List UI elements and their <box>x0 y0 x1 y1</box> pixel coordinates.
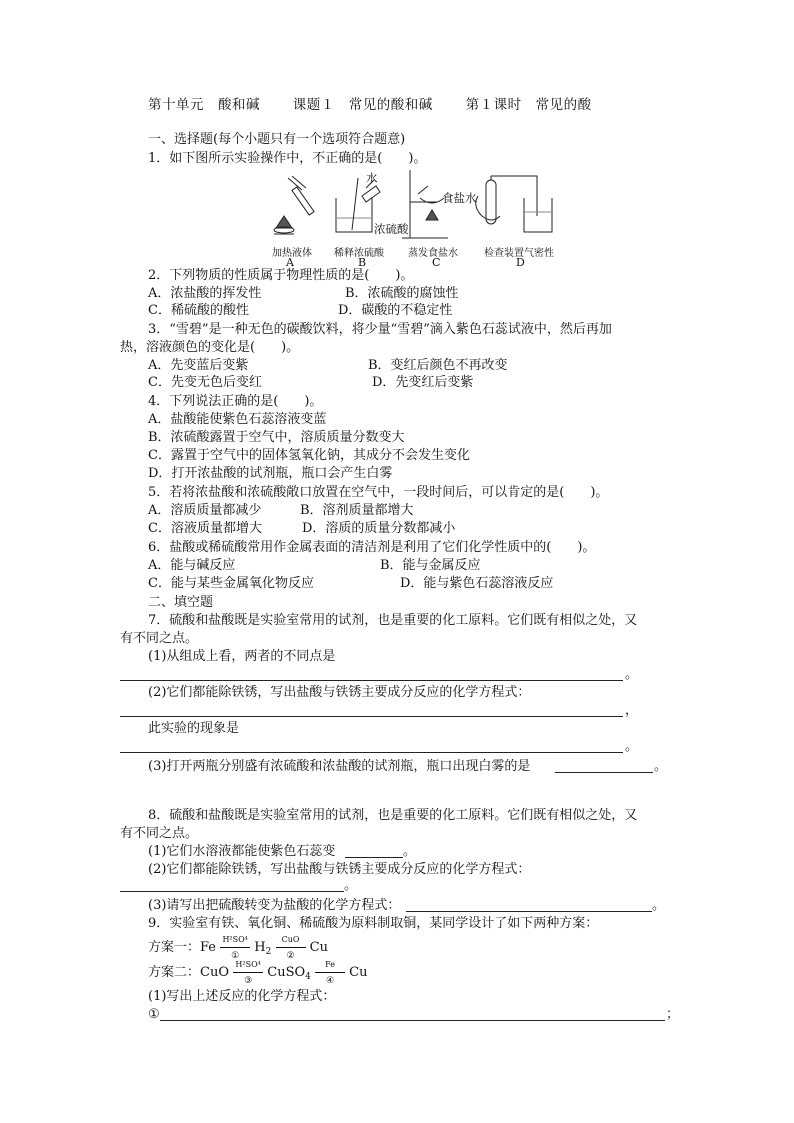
q5-option-d: D．溶质的质量分数都减小 <box>302 521 456 536</box>
step-number-4: ④ <box>325 976 335 986</box>
airtightness-check-icon <box>476 176 552 232</box>
q6-option-b: B．能与金属反应 <box>380 558 481 573</box>
reaction-arrow-2 <box>276 935 306 961</box>
q3-stem-line2: 热，溶液颜色的变化是( )。 <box>120 340 300 355</box>
q3-option-a: A．先变蓝后变紫 <box>148 358 249 373</box>
reaction-arrow-4 <box>315 960 345 986</box>
step-number-1: ① <box>231 951 240 961</box>
heating-liquid-apparatus-icon <box>274 176 314 234</box>
q8-period-3: 。 <box>652 898 666 913</box>
q8-answer-blank-3[interactable] <box>406 911 652 912</box>
letter-c: C <box>432 256 441 269</box>
q2-option-a: A．浓盐酸的挥发性 <box>148 286 262 301</box>
q4-option-c: C．露置于空气中的固体氢氧化钠，其成分不会发生变化 <box>148 448 470 463</box>
section-fill-heading: 二、填空题 <box>148 595 214 610</box>
unit-title: 第十单元 酸和碱 <box>148 97 260 113</box>
q8-answer-blank-1[interactable] <box>345 857 403 858</box>
q9-stem: 9．实验室有铁、氧化铜、稀硫酸为原料制取铜，某同学设计了如下两种方案： <box>148 916 599 931</box>
caption-b: 稀释浓硫酸 <box>334 248 384 259</box>
q7-stem-line1: 7．硫酸和盐酸既是实验室常用的试剂，也是重要的化工原料。它们既有相似之处，又 <box>148 613 638 628</box>
q7-period-3: 。 <box>654 759 668 774</box>
product-cu-1: Cu <box>309 940 328 955</box>
caption-d: 检查装置气密性 <box>484 248 554 259</box>
q7-part2: (2)它们都能除铁锈，写出盐酸与铁锈主要成分反应的化学方程式： <box>148 685 531 700</box>
q2-option-c: C．稀硫酸的酸性 <box>148 303 249 318</box>
q5-option-a: A．溶质质量都减少 <box>148 503 262 518</box>
reagent-fe: Fe <box>325 960 335 969</box>
plan1-label: 方案一：Fe <box>148 940 217 955</box>
step-number-3: ③ <box>244 976 253 986</box>
q5-stem: 5．若将浓盐酸和浓硫酸敞口放置在空气中，一段时间后，可以肯定的是( )。 <box>148 485 609 500</box>
q1-stem: 1．如下图所示实验操作中，不正确的是( )。 <box>148 151 427 166</box>
q5-option-b: B．溶剂质量都增大 <box>300 503 414 518</box>
q3-option-d: D．先变红后变紫 <box>372 375 474 390</box>
concentrated-acid-label: 浓硫酸 <box>374 222 409 236</box>
section-choice-heading: 一、选择题(每个小题只有一个选项符合题意) <box>148 132 406 147</box>
q1-figure <box>262 168 562 268</box>
caption-c: 蒸发食盐水 <box>408 248 458 259</box>
q7-answer-blank-4[interactable] <box>555 772 653 773</box>
caption-a: 加热液体 <box>272 248 312 259</box>
q4-option-b: B．浓硫酸露置于空气中，溶质质量分数变大 <box>148 430 405 445</box>
water-label: 水 <box>366 171 378 185</box>
letter-a: A <box>286 256 294 269</box>
q7-part3: (3)打开两瓶分别盛有浓硫酸和浓盐酸的试剂瓶，瓶口出现白雾的是 <box>148 759 531 774</box>
q7-phenomenon-label: 此实验的现象是 <box>148 721 240 736</box>
q7-period-2: 。 <box>625 739 639 754</box>
q7-comma: ， <box>625 703 639 718</box>
product-cu-2: Cu <box>349 965 368 980</box>
q8-answer-blank-2[interactable] <box>120 891 344 892</box>
q7-period-1: 。 <box>625 667 639 682</box>
q9-equation-number-1: ① <box>148 1007 160 1022</box>
q8-period-2: 。 <box>344 878 358 893</box>
q7-answer-blank-3[interactable] <box>120 752 623 753</box>
q3-stem-line1: 3．“雪碧”是一种无色的碳酸饮料，将少量“雪碧”滴入紫色石蕊试液中，然后再加 <box>148 322 612 337</box>
q9-part1: (1)写出上述反应的化学方程式： <box>148 989 336 1004</box>
plan2-label: 方案二：CuO <box>148 965 229 980</box>
q6-option-d: D．能与紫色石蕊溶液反应 <box>400 576 554 591</box>
q7-answer-blank-2[interactable] <box>120 716 623 717</box>
q8-stem-line1: 8．硫酸和盐酸既是实验室常用的试剂，也是重要的化工原料。它们既有相似之处，又 <box>148 808 638 823</box>
q2-stem: 2．下列物质的性质属于物理性质的是( )。 <box>148 268 414 283</box>
letter-d: D <box>516 256 525 269</box>
q2-option-b: B．浓硫酸的腐蚀性 <box>345 286 459 301</box>
lesson-title: 第１课时 常见的酸 <box>465 97 592 113</box>
q6-stem: 6．盐酸或稀硫酸常用作金属表面的清洁剂是利用了它们化学性质中的( )。 <box>148 540 596 555</box>
reagent-cuo: CuO <box>281 935 300 944</box>
q5-option-c: C．溶液质量都增大 <box>148 521 262 536</box>
q7-part1: (1)从组成上看，两者的不同点是 <box>148 649 336 664</box>
q2-option-d: D．碳酸的不稳定性 <box>338 303 453 318</box>
salt-water-label: 食盐水 <box>442 191 477 205</box>
reagent-h2so4-2: H²SO⁴ <box>235 960 261 969</box>
q8-part2: (2)它们都能除铁锈，写出盐酸与铁锈主要成分反应的化学方程式： <box>148 862 531 877</box>
q6-option-c: C．能与某些金属氧化物反应 <box>148 576 314 591</box>
letter-b: B <box>358 256 367 269</box>
reaction-arrow-1 <box>220 935 250 961</box>
q8-part1: (1)它们水溶液都能使紫色石蕊变 <box>148 844 336 859</box>
q9-plan2 <box>148 960 368 986</box>
q7-answer-blank-1[interactable] <box>120 680 623 681</box>
step-number-2: ② <box>286 951 295 961</box>
q3-option-c: C．先变无色后变红 <box>148 375 262 390</box>
reaction-arrow-3 <box>233 960 263 986</box>
q8-part3: (3)请写出把硫酸转变为盐酸的化学方程式： <box>148 898 401 913</box>
q3-option-b: B．变红后颜色不再改变 <box>368 358 508 373</box>
reagent-h2so4-1: H²SO⁴ <box>222 935 248 944</box>
q8-period-1: 。 <box>403 844 417 859</box>
q7-stem-line2: 有不同之点。 <box>120 631 199 646</box>
q6-option-a: A．能与碱反应 <box>148 558 236 573</box>
q4-stem: 4．下列说法正确的是( )。 <box>148 394 323 409</box>
product-h2: $H_2$ <box>254 940 272 957</box>
q4-option-d: D．打开浓盐酸的试剂瓶，瓶口会产生白雾 <box>148 466 393 481</box>
q9-answer-blank-1[interactable] <box>160 1020 665 1021</box>
q9-semicolon: ； <box>666 1007 680 1022</box>
q8-stem-line2: 有不同之点。 <box>120 826 199 841</box>
product-cuso4: CuSO$_4$ <box>267 965 311 982</box>
topic-title: 课题１ 常见的酸和碱 <box>292 97 433 113</box>
q4-option-a: A．盐酸能使紫色石蕊溶液变蓝 <box>148 412 327 427</box>
page-title <box>148 97 620 114</box>
